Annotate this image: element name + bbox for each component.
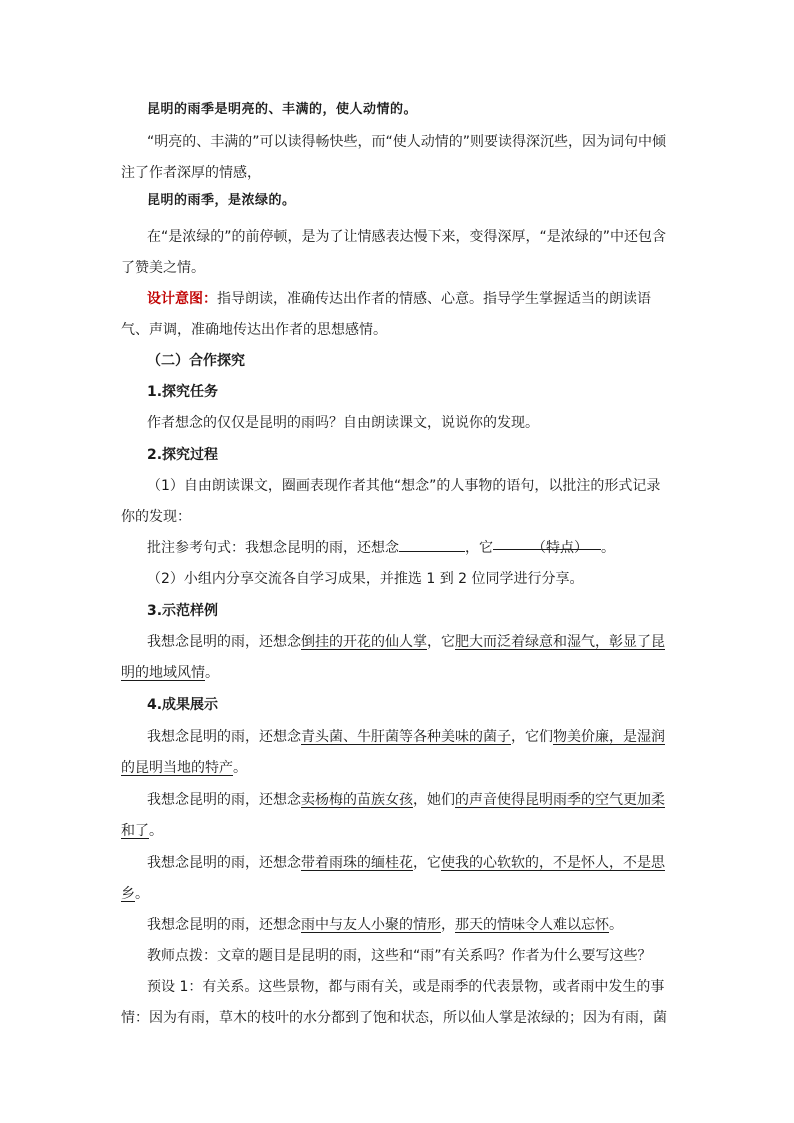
- example-paragraph: 我想念昆明的雨，还想念倒挂的开花的仙人掌，它肥大而泛着绿意和湿气，彰显了昆明的地域风情。: [121, 634, 665, 681]
- paragraph-reading-note: “明亮的、丰满的”可以读得畅快些，而“使人动情的”则要读得深沉些，因为词句中倾注了作者深厚的情感，: [121, 134, 667, 181]
- section-heading-cooperation: （二）合作探究: [147, 353, 245, 369]
- process-step-1: （1）自由朗读课文，圈画表现作者其他“想念”的人事物的语句，以批注的形式记录你的发现：: [121, 478, 661, 525]
- annotation-template: [121, 533, 669, 564]
- quote-line-1: 昆明的雨季是明亮的、丰满的，使人动情的。: [147, 102, 418, 117]
- result-4-object: 雨中与友人小聚的情形: [301, 917, 441, 933]
- subheading-task: 1.探究任务: [147, 384, 219, 400]
- template-text-b: ，它: [465, 540, 493, 556]
- design-intent-text: 指导朗读，准确传达出作者的情感、心意。指导学生掌握适当的朗读语气、声调，准确地传达出作者的思想感情。: [121, 291, 651, 338]
- result-2-feature: 的声音使得昆明雨季的空气更加柔和了: [121, 792, 665, 839]
- result-paragraph-4: 我想念昆明的雨，还想念雨中与友人小聚的情形，那天的情味令人难以忘怀。: [147, 917, 623, 933]
- subheading-example: 3.示范样例: [147, 603, 219, 619]
- result-3-feature: 使我的心软软的，不是怀人，不是思乡: [121, 855, 665, 902]
- blank-line-1: [399, 535, 465, 552]
- result-2-object: 卖杨梅的苗族女孩: [301, 792, 413, 808]
- teacher-guidance: 教师点拨：文章的题目是昆明的雨，这些和“雨”有关系吗？作者为什么要写这些？: [147, 948, 652, 964]
- template-text-d: 。: [601, 540, 615, 556]
- quote-line-2: 昆明的雨季，是浓绿的。: [147, 193, 296, 208]
- example-feature-underlined: 肥大而泛着绿意和湿气，彰显了昆明的地域风情: [121, 634, 665, 681]
- result-paragraph-2: 我想念昆明的雨，还想念卖杨梅的苗族女孩，她们的声音使得昆明雨季的空气更加柔和了。: [121, 792, 665, 839]
- example-object-underlined: 倒挂的开花的仙人掌: [301, 634, 427, 650]
- paragraph-pause-note: 在“是浓绿的”的前停顿，是为了让情感表达慢下来，变得深厚，“是浓绿的”中还包含了赞美之情。: [121, 229, 667, 276]
- result-paragraph-3: 我想念昆明的雨，还想念带着雨珠的缅桂花，它使我的心软软的，不是怀人，不是思乡。: [121, 855, 665, 902]
- template-feature-hint: （特点）: [532, 540, 588, 556]
- result-1-object: 青头菌、牛肝菌等各种美味的菌子: [301, 729, 511, 745]
- blank-line-2: [493, 533, 601, 556]
- result-3-object: 带着雨珠的缅桂花: [301, 855, 413, 871]
- design-intent-paragraph: [121, 284, 669, 346]
- subheading-results: 4.成果展示: [147, 697, 219, 713]
- process-step-2: （2）小组内分享交流各自学习成果，并推选 1 到 2 位同学进行分享。: [147, 571, 584, 587]
- task-paragraph: 作者想念的仅仅是昆明的雨吗？自由朗读课文，说说你的发现。: [147, 415, 539, 431]
- preset-answer-1: 预设 1：有关系。这些景物，都与雨有关，或是雨季的代表景物，或者雨中发生的事情：因为有雨，草木的枝叶的水分都到了饱和状态，所以仙人掌是浓绿的；因为有雨，菌: [121, 979, 667, 1026]
- template-text-a: 批注参考句式：我想念昆明的雨，还想念: [147, 540, 399, 556]
- result-paragraph-1: 我想念昆明的雨，还想念青头菌、牛肝菌等各种美味的菌子，它们物美价廉，是湿润的昆明当地的特产。: [121, 729, 665, 776]
- result-1-feature: 物美价廉，是湿润的昆明当地的特产: [121, 729, 665, 776]
- result-4-feature: 那天的情味令人难以忘怀: [455, 917, 609, 933]
- subheading-process: 2.探究过程: [147, 447, 219, 463]
- design-intent-label: 设计意图：: [147, 291, 217, 307]
